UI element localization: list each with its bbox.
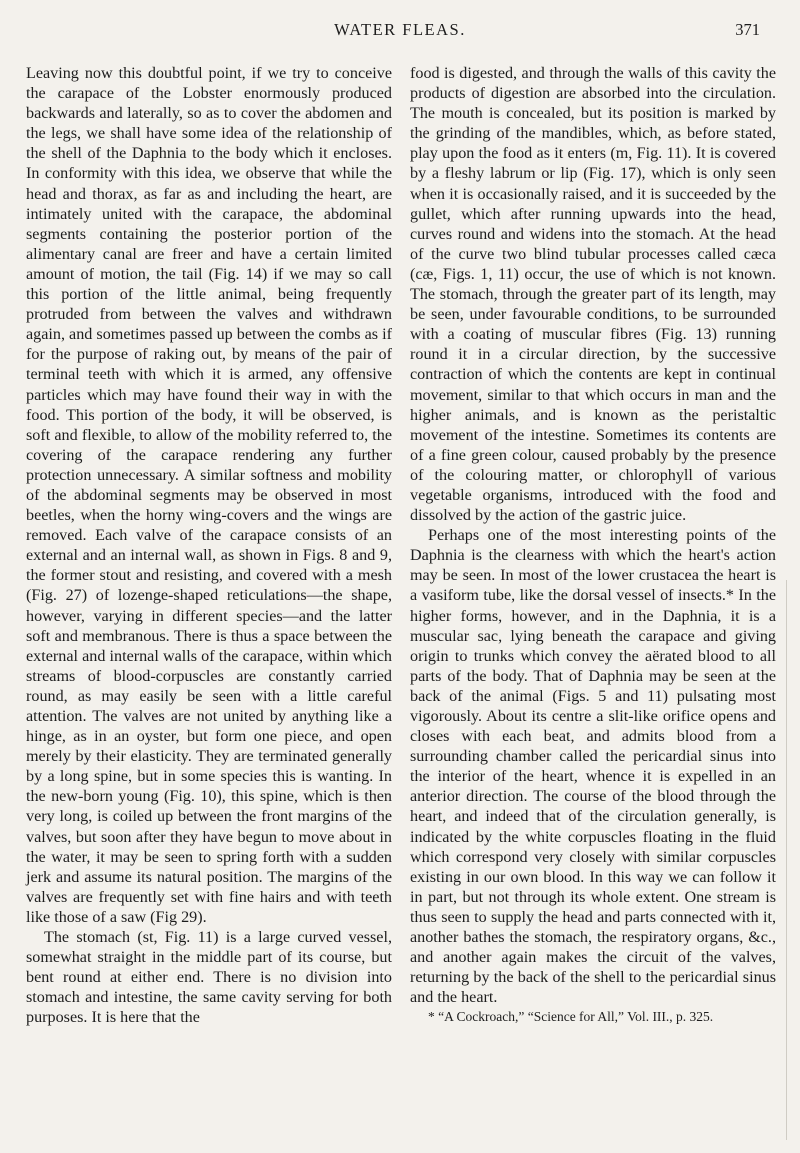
running-title: WATER FLEAS.	[334, 20, 466, 39]
page-number: 371	[735, 20, 760, 39]
paragraph-digestion: food is digested, and through the walls of this cavity the products of digestion are absorbed into the circulation. The mouth is concealed, but its position is marked by the grinding of the mandibles, which, as before stated, play upon the food as it enters (m, Fig. 11). It is covered by a fleshy labrum or lip (Fig. 17), which is only seen when it is occasionally raised, and it is succeeded by the gullet, which after running upwards into the head, curves round and widens into the stomach. At the head of the curve two blind tubular processes called cæca (cæ, Figs. 1, 11) occur, the use of which is not known. The stomach, through the greater part of its length, may be seen, under favourable conditions, to be surrounded with a coating of muscular fibres (Fig. 13) running round it in a circular direction, by the successive contraction of which the contents are kept in continual movement, similar to that which occurs in man and the higher animals, and is known as the peristaltic movement of the intestine. Sometimes its contents are of a fine green colour, caused probably by the presence of the colouring matter, or chlorophyll of various vegetable organisms, introduced with the food and dissolved by the action of the gastric juice.	[410, 65, 776, 525]
paragraph-heart: Perhaps one of the most interesting points of the Daphnia is the clearness with which the heart's action may be seen. In most of the lower crustacea the heart is a vasiform tube, like the dorsal vessel of insects.* In the higher forms, however, and in the Daphnia, it is a muscular sac, lying beneath the carapace and giving origin to trunks which convey the aërated blood to all parts of the body. That of Daphnia may be seen at the back of the animal (Figs. 5 and 11) pulsating most vigorously. About its centre a slit-like orifice opens and closes with each beat, and admits blood from a surrounding chamber called the pericardial sinus into the interior of the heart, whence it is expelled in an anterior direction. The course of the blood through the heart, and indeed that of the circulation generally, is indicated by the white corpuscles floating in the fluid which correspond very closely with similar corpuscles existing in our own blood. In this way we can follow it in part, but not through its whole extent. One stream is thus seen to supply the head and parts connected with it, another bathes the stomach, the respiratory organs, &c., and another again makes the circuit of the valves, returning by the back of the shell to the pericardial sinus and the heart.	[410, 527, 776, 1007]
paragraph-stomach: The stomach (st, Fig. 11) is a large curved vessel, somewhat straight in the middle part of its course, but bent round at either end. There is no division into stomach and intestine, the same cavity serving for both purposes. It is here that the	[26, 929, 392, 1027]
right-column	[410, 64, 776, 1025]
left-column	[26, 64, 392, 1029]
paragraph-carapace: Leaving now this doubtful point, if we try to conceive the carapace of the Lobster enormously produced backwards and laterally, so as to cover the abdomen and the legs, we shall have some idea of the relationship of the shell of the Daphnia to the body which it encloses. In conformity with this idea, we observe that while the head and thorax, as far as and including the heart, are intimately united with the carapace, the abdominal segments containing the posterior portion of the alimentary canal are freer and have a certain limited amount of motion, the tail (Fig. 14) if we may so call this portion of the little animal, being frequently protruded from between the valves and withdrawn again, and sometimes passed up between the combs as if for the purpose of raking out, by means of the pair of terminal teeth with which it is armed, any offensive particles which may have found their way in with the food. This portion of the body, it will be observed, is soft and flexible, to allow of the mobility referred to, the covering of the carapace rendering any further protection unnecessary. A similar softness and mobility of the abdominal segments may be observed in most beetles, when the horny wing-covers and the wings are removed. Each valve of the carapace consists of an external and an internal wall, as shown in Figs. 8 and 9, the former stout and resisting, and covered with a mesh (Fig. 27) of lozenge-shaped reticulations—the shape, however, varying in different species—and the latter soft and membranous. There is thus a space between the external and internal walls of the carapace, within which streams of blood-corpuscles are constantly carried round, as may easily be seen with a little careful attention. The valves are not united by anything like a hinge, as in an oyster, but form one piece, and open merely by their elasticity. They are terminated generally by a long spine, but in some species this is wanting. In the new-born young (Fig. 10), this spine, which is then very long, is coiled up between the front margins of the valves, but soon after they have begun to move about in the water, it may be seen to spring forth with a sudden jerk and assume its natural position. The margins of the valves are frequently set with fine hairs and with teeth like those of a saw (Fig 29).	[26, 65, 392, 926]
running-head	[0, 20, 800, 44]
footnote: * “A Cockroach,” “Science for All,” Vol. III., p. 325.	[428, 1009, 714, 1025]
edge-rule	[786, 580, 787, 1140]
